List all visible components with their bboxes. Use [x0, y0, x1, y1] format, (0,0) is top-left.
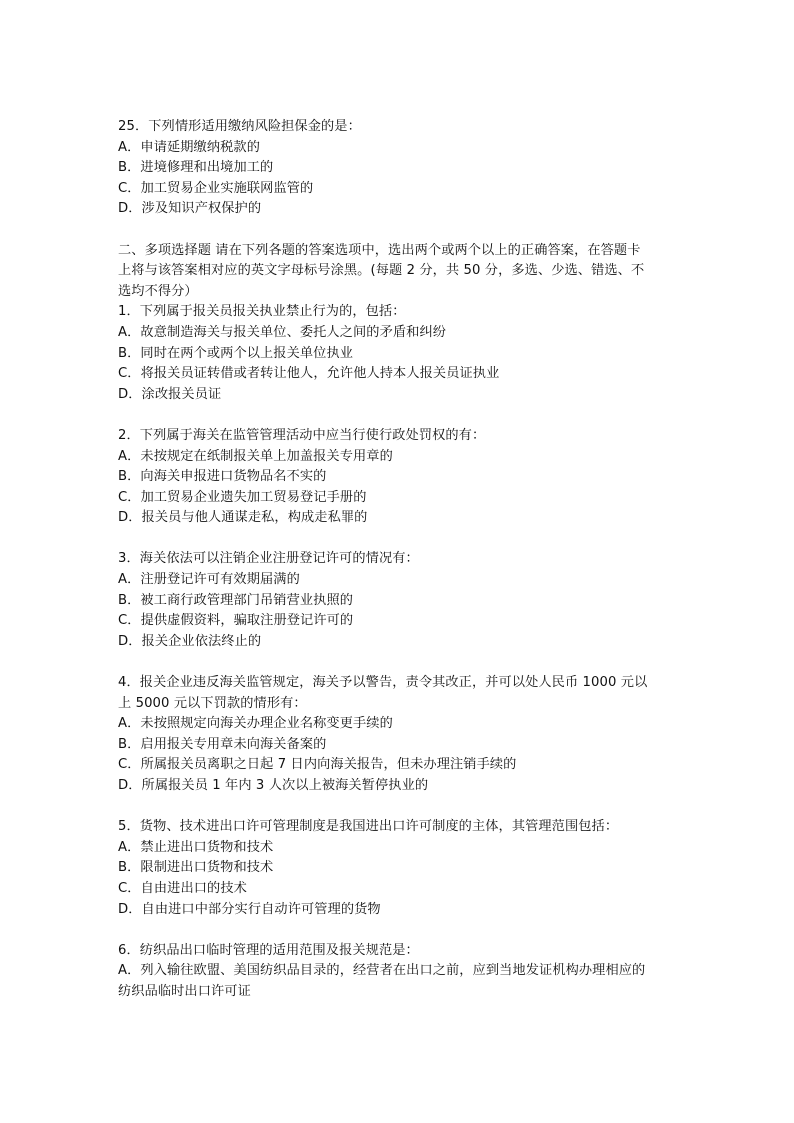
spacer [118, 797, 683, 818]
question-stem: 3．海关依法可以注销企业注册登记许可的情况有： [118, 551, 419, 567]
question-3 [118, 549, 683, 652]
spacer [118, 529, 683, 550]
option-b: B．启用报关专用章未向海关备案的 [118, 736, 327, 752]
question-25 [118, 117, 683, 220]
question-2 [118, 426, 683, 529]
question-stem: 25．下列情形适用缴纳风险担保金的是： [118, 119, 361, 134]
option-a: A．禁止进出口货物和技术 [118, 839, 274, 855]
spacer [118, 405, 683, 426]
option-a: A．申请延期缴纳税款的 [118, 139, 260, 155]
question-5 [118, 817, 683, 920]
spacer [118, 652, 683, 673]
option-d: D．自由进口中部分实行自动许可管理的货物 [118, 901, 381, 917]
option-c: C．将报关员证转借或者转让他人，允许他人持本人报关员证执业 [118, 366, 500, 382]
section-instructions-line-1: 二、多项选择题 请在下列各题的答案选项中，选出两个或两个以上的正确答案，在答题卡 [118, 242, 641, 258]
option-b: B．同时在两个或两个以上报关单位执业 [118, 345, 354, 361]
question-4 [118, 673, 683, 797]
option-c: C．自由进出口的技术 [118, 880, 247, 896]
option-c: C．所属报关员离职之日起 7 日内向海关报告，但未办理注销手续的 [118, 757, 517, 773]
option-d: D．涉及知识产权保护的 [118, 201, 262, 217]
option-b: B．向海关申报进口货物品名不实的 [118, 469, 327, 485]
question-stem: 2．下列属于海关在监管管理活动中应当行使行政处罚权的有： [118, 427, 486, 443]
section-2-header [118, 241, 683, 303]
spacer [118, 220, 683, 241]
option-c: C．加工贸易企业实施联网监管的 [118, 180, 314, 196]
question-stem-line-2: 上 5000 元以下罚款的情形有： [118, 695, 307, 711]
section-instructions-line-3: 选均不得分） [118, 283, 198, 299]
option-a-line-2: 纺织品临时出口许可证 [118, 983, 251, 999]
question-stem-line-1: 4．报关企业违反海关监管规定，海关予以警告，责令其改正，并可以处人民币 1000 元以 [118, 675, 648, 691]
option-d: D．报关企业依法终止的 [118, 633, 262, 649]
option-a: A．注册登记许可有效期届满的 [118, 572, 300, 588]
option-c: C．提供虚假资料，骗取注册登记许可的 [118, 613, 354, 629]
document-page [118, 117, 683, 1003]
option-d: D．涂改报关员证 [118, 386, 222, 402]
question-stem: 1．下列属于报关员报关执业禁止行为的，包括： [118, 304, 406, 320]
question-1 [118, 302, 683, 405]
option-d: D．所属报关员 1 年内 3 人次以上被海关暂停执业的 [118, 778, 429, 793]
option-a: A．故意制造海关与报关单位、委托人之间的矛盾和纠纷 [118, 324, 447, 340]
spacer [118, 920, 683, 941]
option-b: B．进境修理和出境加工的 [118, 160, 274, 176]
question-stem: 5．货物、技术进出口许可管理制度是我国进出口许可制度的主体，其管理范围包括： [118, 819, 619, 835]
option-a-line-1: A．列入输往欧盟、美国纺织品目录的，经营者在出口之前，应到当地发证机构办理相应的 [118, 963, 646, 979]
option-a: A．未按照规定向海关办理企业名称变更手续的 [118, 716, 393, 732]
question-stem: 6．纺织品出口临时管理的适用范围及报关规范是： [118, 942, 419, 958]
option-b: B．限制进出口货物和技术 [118, 860, 274, 876]
option-a: A．未按规定在纸制报关单上加盖报关专用章的 [118, 448, 393, 464]
option-d: D．报关员与他人通谋走私，构成走私罪的 [118, 510, 368, 526]
option-b: B．被工商行政管理部门吊销营业执照的 [118, 592, 354, 608]
option-c: C．加工贸易企业遗失加工贸易登记手册的 [118, 489, 367, 505]
section-instructions-line-2: 上将与该答案相对应的英文字母标号涂黑。(每题 2 分，共 50 分，多选、少选、错选、不 [118, 263, 645, 279]
question-6 [118, 941, 683, 1003]
